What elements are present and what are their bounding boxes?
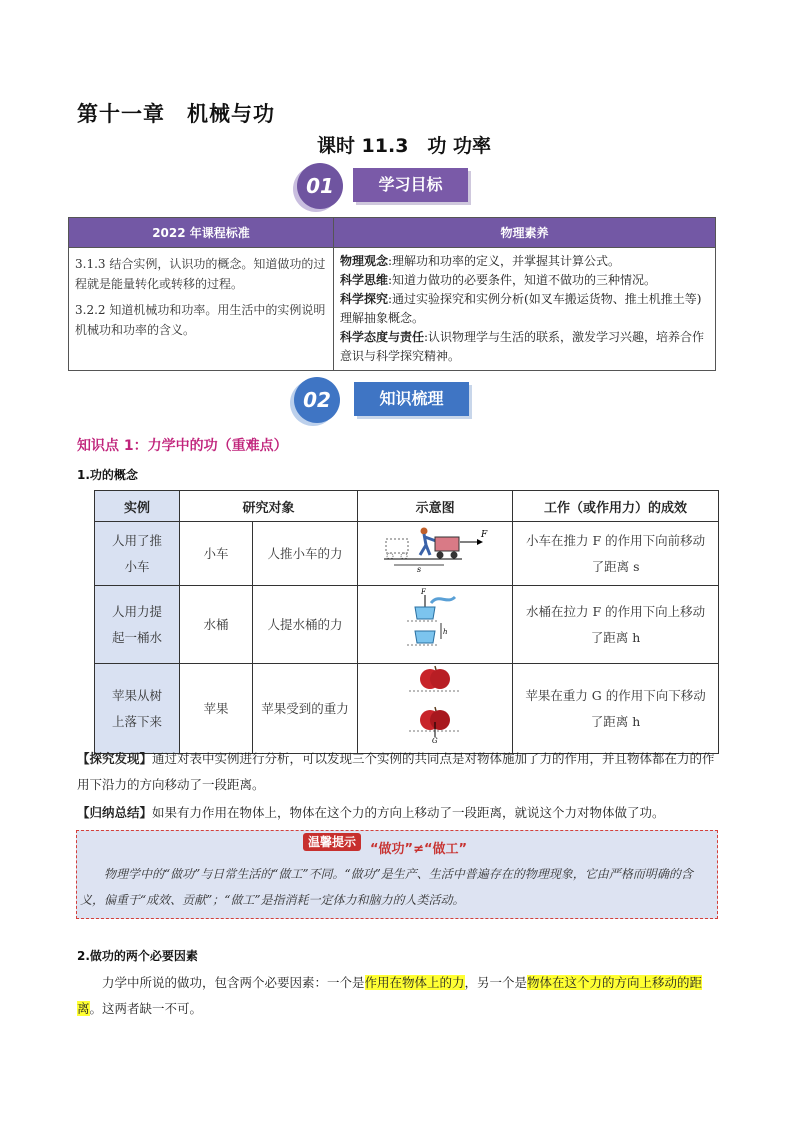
summary-paragraph bbox=[77, 800, 719, 826]
example-object: 水桶 bbox=[180, 586, 253, 664]
example-case: 人用了推小车 bbox=[95, 522, 180, 586]
push-cart-illustration bbox=[380, 525, 490, 573]
literacy-term: 科学态度与责任 bbox=[340, 330, 425, 344]
examples-header-diagram: 示意图 bbox=[358, 491, 513, 522]
lift-height-label: h bbox=[443, 628, 448, 636]
chapter-title: 第十一章 机械与功 bbox=[77, 102, 275, 126]
example-object: 小车 bbox=[180, 522, 253, 586]
tip-label: 温馨提示 bbox=[303, 833, 361, 851]
examples-header-effect: 工作（或作用力）的成效 bbox=[513, 491, 719, 522]
tip-text: 物理学中的“做功”与日常生活的“做工”不同。“做功”是生产、生活中普遍存在的物理现象，它由严格而明确的含义，偏重于“成效、贡献”；“做工”是指消耗一定体力和脑力的人类活动。 bbox=[80, 867, 693, 907]
literacy-item bbox=[340, 252, 709, 271]
lesson-title: 课时 11.3 功 功率 bbox=[316, 135, 492, 157]
falling-apple-illustration bbox=[405, 665, 465, 743]
apple-gravity-label: G bbox=[432, 737, 438, 743]
section2-badge: 02 bbox=[294, 377, 340, 423]
example-effect: 水桶在拉力 F 的作用下向上移动了距离 h bbox=[513, 586, 719, 664]
section1-badge: 01 bbox=[297, 163, 343, 209]
example-case: 人用力提起一桶水 bbox=[95, 586, 180, 664]
push-force-label: F bbox=[481, 530, 488, 540]
literacy-text: :知道力做功的必要条件，知道不做功的三种情况。 bbox=[388, 273, 657, 287]
examples-header-case: 实例 bbox=[95, 491, 180, 522]
literacy-text: :理解功和功率的定义，并掌握其计算公式。 bbox=[388, 254, 621, 268]
example-effect: 小车在推力 F 的作用下向前移动了距离 s bbox=[513, 522, 719, 586]
discovery-paragraph bbox=[77, 746, 719, 798]
literacy-term: 科学思维 bbox=[340, 273, 389, 287]
standards-header-left: 2022 年课程标准 bbox=[69, 218, 334, 248]
literacy-text: :认识物理学与生活的联系，激发学习兴趣，培养合作意识与科学探究精神。 bbox=[340, 330, 705, 363]
factor-force-highlight: 作用在物体上的力 bbox=[364, 975, 465, 990]
factor-distance-highlight: 物体在这个力的方向上移动的距离 bbox=[77, 975, 703, 1016]
tip-title: “做功”≠“做工” bbox=[370, 842, 468, 857]
summary-text: 如果有力作用在物体上，物体在这个力的方向上移动了一段距离，就说这个力对物体做了功。 bbox=[152, 805, 665, 820]
factors-end: 。这两者缺一不可。 bbox=[89, 1001, 203, 1016]
example-case: 苹果从树上落下来 bbox=[95, 664, 180, 754]
summary-label: 【归纳总结】 bbox=[77, 805, 153, 820]
subheading-work-concept: 1.功的概念 bbox=[77, 468, 138, 482]
standard-item: 3.2.2 知道机械功和功率。用生活中的实例说明机械功和功率的含义。 bbox=[75, 303, 326, 337]
lift-force-label: F bbox=[421, 588, 426, 596]
example-force: 人推小车的力 bbox=[253, 522, 358, 586]
section2-banner: 知识梳理 bbox=[354, 382, 469, 416]
diagram-falling-apple bbox=[358, 664, 513, 754]
literacy-item bbox=[340, 328, 709, 366]
example-object: 苹果 bbox=[180, 664, 253, 754]
factors-intro: 力学中所说的做功，包含两个必要因素：一个是 bbox=[102, 975, 365, 990]
literacy-term: 科学探究 bbox=[340, 292, 389, 306]
standards-table bbox=[68, 217, 716, 371]
knowledge-point-title: 知识点 1：力学中的功（重难点） bbox=[77, 438, 288, 454]
examples-header-object: 研究对象 bbox=[180, 491, 358, 522]
example-effect: 苹果在重力 G 的作用下向下移动了距离 h bbox=[513, 664, 719, 754]
factors-mid: ，另一个是 bbox=[464, 975, 528, 990]
literacy-item bbox=[340, 271, 709, 290]
examples-table bbox=[94, 490, 719, 754]
literacy-text: :通过实验探究和实例分析(如叉车搬运货物、推土机推土等)理解抽象概念。 bbox=[340, 292, 702, 325]
subheading-two-factors: 2.做功的两个必要因素 bbox=[77, 949, 198, 963]
section1-banner: 学习目标 bbox=[353, 168, 468, 202]
standard-item: 3.1.3 结合实例，认识功的概念。知道做功的过程就是能量转化或转移的过程。 bbox=[75, 257, 326, 291]
example-force: 人提水桶的力 bbox=[253, 586, 358, 664]
lift-bucket-illustration bbox=[405, 587, 465, 653]
example-force: 苹果受到的重力 bbox=[253, 664, 358, 754]
factors-paragraph bbox=[77, 970, 719, 1022]
push-distance-label: s bbox=[417, 565, 422, 573]
standards-left-cell bbox=[69, 248, 334, 371]
standards-right-cell bbox=[334, 248, 716, 371]
discovery-label: 【探究发现】 bbox=[77, 751, 153, 766]
diagram-push-cart bbox=[358, 522, 513, 586]
standards-header-right: 物理素养 bbox=[334, 218, 716, 248]
literacy-term: 物理观念 bbox=[340, 254, 389, 268]
diagram-lift-bucket bbox=[358, 586, 513, 664]
discovery-text: 通过对表中实例进行分析，可以发现三个实例的共同点是对物体施加了力的作用，并且物体都在力的作用下沿力的方向移动了一段距离。 bbox=[77, 751, 715, 792]
literacy-item bbox=[340, 290, 709, 328]
